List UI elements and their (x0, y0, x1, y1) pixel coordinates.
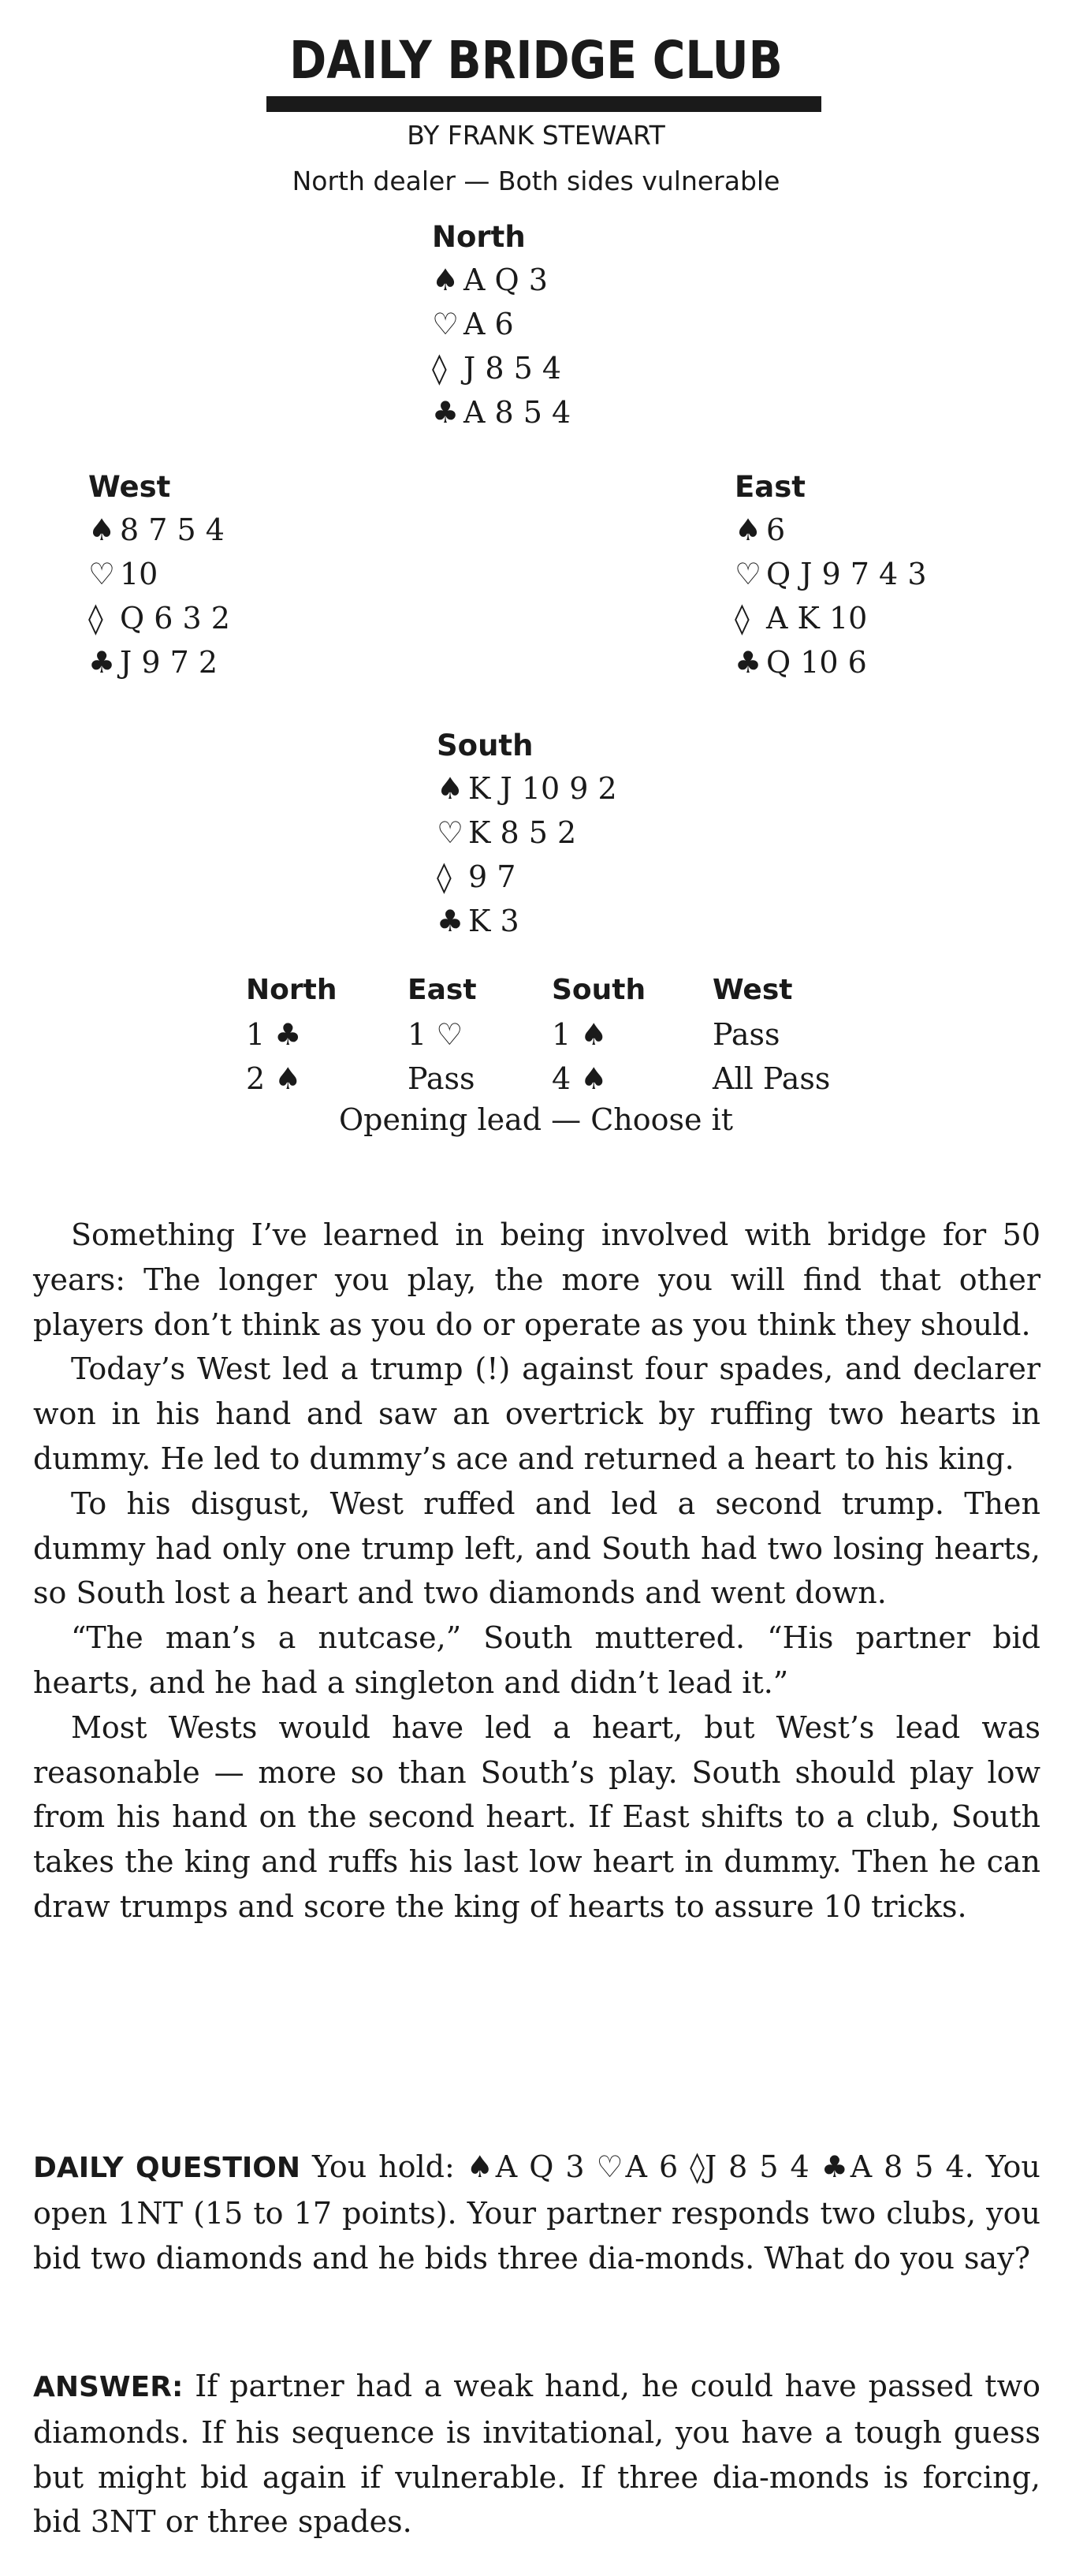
bid: Pass (713, 1017, 780, 1052)
auction-header-east: East (408, 974, 477, 1006)
spade-icon: ♠ (88, 513, 116, 547)
hand-name: West (88, 470, 171, 504)
heart-icon: ♡ (735, 557, 762, 591)
club-icon: ♣ (437, 904, 464, 938)
answer (33, 2364, 1040, 2544)
diamond-icon: ◊ (735, 601, 750, 636)
heart-icon: ♡ (432, 307, 460, 341)
daily-question (33, 2145, 1040, 2280)
bid: 2 ♠ (246, 1061, 302, 1096)
hearts-row: ♡ A 6 (432, 302, 571, 346)
title-rule (266, 96, 821, 112)
article-paragraph: Today’s West led a trump (!) against four spades, and declarer won in his hand and saw an overtrick by ruffing two hearts in dummy. He led to dummy’s ace and returned a heart to his king. (33, 1351, 1040, 1476)
auction-header-north: North (246, 974, 337, 1006)
column-title: DAILY BRIDGE CLUB (289, 30, 783, 91)
daily-question-label: DAILY QUESTION (33, 2152, 301, 2184)
heart-icon: ♡ (88, 557, 116, 591)
article-paragraph: To his disgust, West ruffed and led a second trump. Then dummy had only one trump left, and South had two losing hearts, so South lost a heart and two diamonds and went down. (33, 1486, 1040, 1611)
hand-south (437, 725, 617, 943)
bid: 1 ♣ (246, 1017, 302, 1052)
clubs-row: ♣ Q 10 6 (735, 640, 927, 684)
auction-header-west: West (713, 974, 793, 1006)
hearts-row: ♡ 10 (88, 552, 230, 596)
spades-row: ♠ 8 7 5 4 (88, 508, 230, 552)
clubs-row: ♣ K 3 (437, 899, 617, 943)
diamond-icon: ◊ (690, 2149, 705, 2184)
hand-name: East (735, 470, 806, 504)
bid: Pass (408, 1061, 475, 1096)
article-paragraph: Most Wests would have led a heart, but West’s lead was reasonable — more so than South’s play. South should play low from his hand on the second heart. If East shifts to a club, South takes the king and ruffs his last low heart in dummy. Then he can draw trumps and score the king of hearts to assure 10 tricks. (33, 1709, 1040, 1924)
article-paragraph: Something I’ve learned in being involved with bridge for 50 years: The longer you play, the more you will find that other players don’t think as you do or operate as you think they should. (33, 1217, 1040, 1342)
hand-name: South (437, 729, 534, 762)
byline: BY FRANK STEWART (407, 120, 665, 151)
spade-icon: ♠ (432, 263, 460, 297)
auction-header-south: South (552, 974, 646, 1006)
club-icon: ♣ (821, 2149, 851, 2184)
answer-text: If partner had a weak hand, he could have passed two diamonds. If his sequence is invitational, you have a tough guess but might bid again if vulnerable. If three dia-monds is forcing, bid 3NT or three spades. (33, 2369, 1040, 2540)
spade-icon: ♠ (735, 513, 762, 547)
question-hearts: A 6 (625, 2149, 679, 2184)
spades-row: ♠ 6 (735, 508, 927, 552)
clubs-row: ♣ J 9 7 2 (88, 640, 230, 684)
diamonds-row: ◊ A K 10 (735, 596, 927, 640)
question-spades: A Q 3 (495, 2149, 585, 2184)
diamonds-row: ◊ J 8 5 4 (432, 346, 571, 390)
hand-name: North (432, 220, 526, 254)
dealer-vulnerability: North dealer — Both sides vulnerable (292, 166, 780, 196)
hand-north (432, 217, 571, 434)
article-paragraph: “The man’s a nutcase,” South muttered. “His partner bid hearts, and he had a singleton and didn’t lead it.” (33, 1620, 1040, 1700)
diamonds-row: ◊ 9 7 (437, 855, 617, 899)
heart-icon: ♡ (437, 815, 464, 850)
spade-icon: ♠ (437, 771, 464, 806)
question-clubs: A 8 5 4. (850, 2149, 974, 2184)
heart-icon: ♡ (596, 2149, 626, 2184)
hand-west (88, 467, 230, 684)
article-body (33, 1213, 1040, 1929)
club-icon: ♣ (432, 395, 460, 430)
club-icon: ♣ (88, 645, 116, 680)
hand-east (735, 467, 927, 684)
clubs-row: ♣ A 8 5 4 (432, 390, 571, 434)
hearts-row: ♡ K 8 5 2 (437, 811, 617, 855)
diamonds-row: ◊ Q 6 3 2 (88, 596, 230, 640)
opening-lead: Opening lead — Choose it (338, 1102, 734, 1137)
bid: 4 ♠ (552, 1061, 608, 1096)
question-text: You open 1NT (15 to 17 points). Your partner responds two clubs, you bid two diamonds and he bids three dia-monds. What do you say? (33, 2149, 1040, 2276)
diamond-icon: ◊ (432, 351, 447, 386)
diamond-icon: ◊ (437, 859, 452, 894)
spades-row: ♠ K J 10 9 2 (437, 766, 617, 811)
diamond-icon: ◊ (88, 601, 103, 636)
club-icon: ♣ (735, 645, 762, 680)
question-intro: You hold: (312, 2149, 455, 2184)
bid: All Pass (713, 1061, 831, 1096)
spade-icon: ♠ (466, 2149, 496, 2184)
spades-row: ♠ A Q 3 (432, 258, 571, 302)
question-diamonds: J 8 5 4 (704, 2149, 810, 2184)
bid: 1 ♡ (408, 1017, 463, 1052)
bid: 1 ♠ (552, 1017, 608, 1052)
hearts-row: ♡ Q J 9 7 4 3 (735, 552, 927, 596)
answer-label: ANSWER: (33, 2371, 184, 2403)
